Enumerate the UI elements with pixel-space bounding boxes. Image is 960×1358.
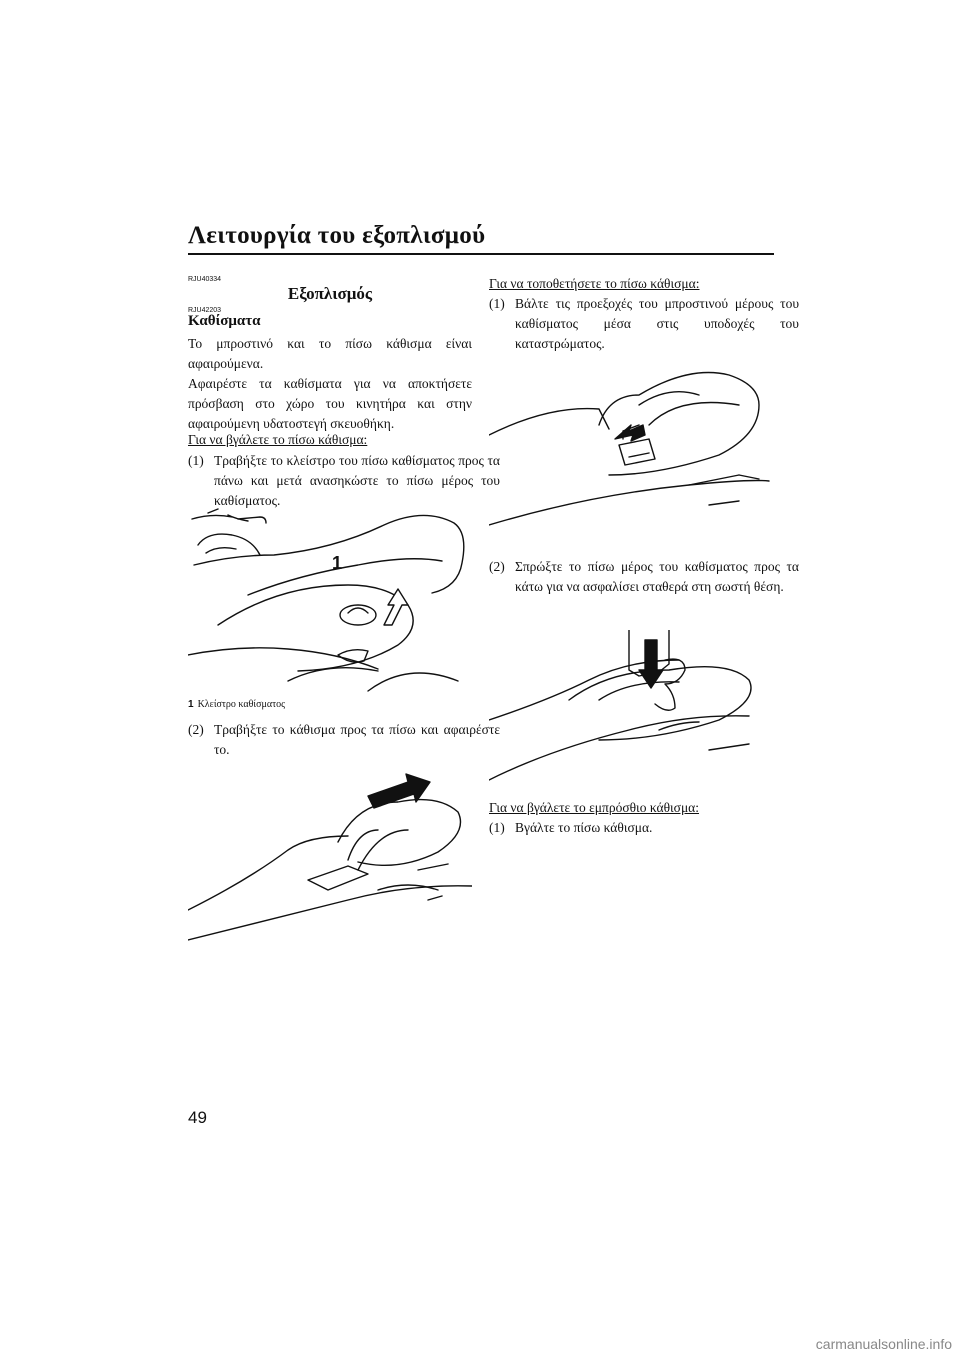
step-text: Βγάλτε το πίσω κάθισμα.: [515, 820, 653, 835]
figure-callout-number: 1: [332, 553, 343, 573]
reference-code: RJU42203: [188, 307, 222, 314]
instruction-heading: Για να βγάλετε το εμπρόσθιο κάθισμα:: [489, 800, 700, 815]
step-item: [489, 294, 799, 354]
figure-caption: [188, 699, 285, 710]
instruction-heading: Για να βγάλετε το πίσω κάθισμα:: [188, 432, 368, 447]
header-divider: [188, 253, 774, 255]
step-item: [489, 818, 799, 838]
step-number: (2): [489, 559, 505, 574]
figure-seat-push-down: [489, 630, 773, 790]
paragraph: Το μπροστινό και το πίσω κάθισμα είναι αφαιρούμενα.: [188, 336, 472, 371]
caption-text: Κλείστρο καθίσματος: [197, 699, 286, 710]
figure-seat-latch: [188, 505, 472, 695]
reference-code: RJU40334: [188, 276, 222, 283]
figure-seat-install-tabs: [489, 365, 773, 545]
subsection-title: Καθίσματα: [188, 313, 261, 329]
step-number: (1): [188, 453, 204, 468]
step-number: (1): [489, 820, 505, 835]
step-number: (1): [489, 296, 505, 311]
instruction-heading: Για να τοποθετήσετε το πίσω κάθισμα:: [489, 276, 700, 291]
step-text: Βάλτε τις προεξοχές του μπροστινού μέρους του καθίσματος μέσα στις υποδοχές του καταστρώματος.: [515, 296, 799, 351]
step-item: [188, 720, 500, 760]
step-text: Σπρώξτε το πίσω μέρος του καθίσματος προς τα κάτω για να ασφαλίσει σταθερά στη σωστή θέση.: [515, 559, 799, 594]
page-header-title: Λειτουργία του εξοπλισμού: [188, 222, 486, 249]
figure-seat-pull-back: [188, 770, 472, 950]
caption-number: 1: [188, 699, 194, 710]
watermark: carmanualsonline.info: [815, 1336, 952, 1352]
step-text: Τραβήξτε το κλείστρο του πίσω καθίσματος προς τα πάνω και μετά ανασηκώστε το πίσω μέρος του καθίσματος.: [214, 453, 500, 508]
page-number: 49: [188, 1108, 207, 1127]
step-text: Τραβήξτε το κάθισμα προς τα πίσω και αφαιρέστε το.: [214, 722, 500, 757]
paragraph: Αφαιρέστε τα καθίσματα για να αποκτήσετε πρόσβαση στο χώρο του κινητήρα και στην αφαιρούμενη υδατοστεγή σκευοθήκη.: [188, 376, 472, 431]
section-title: Εξοπλισμός: [287, 284, 373, 303]
step-item: [489, 557, 799, 597]
step-number: (2): [188, 722, 204, 737]
step-item: [188, 451, 500, 511]
